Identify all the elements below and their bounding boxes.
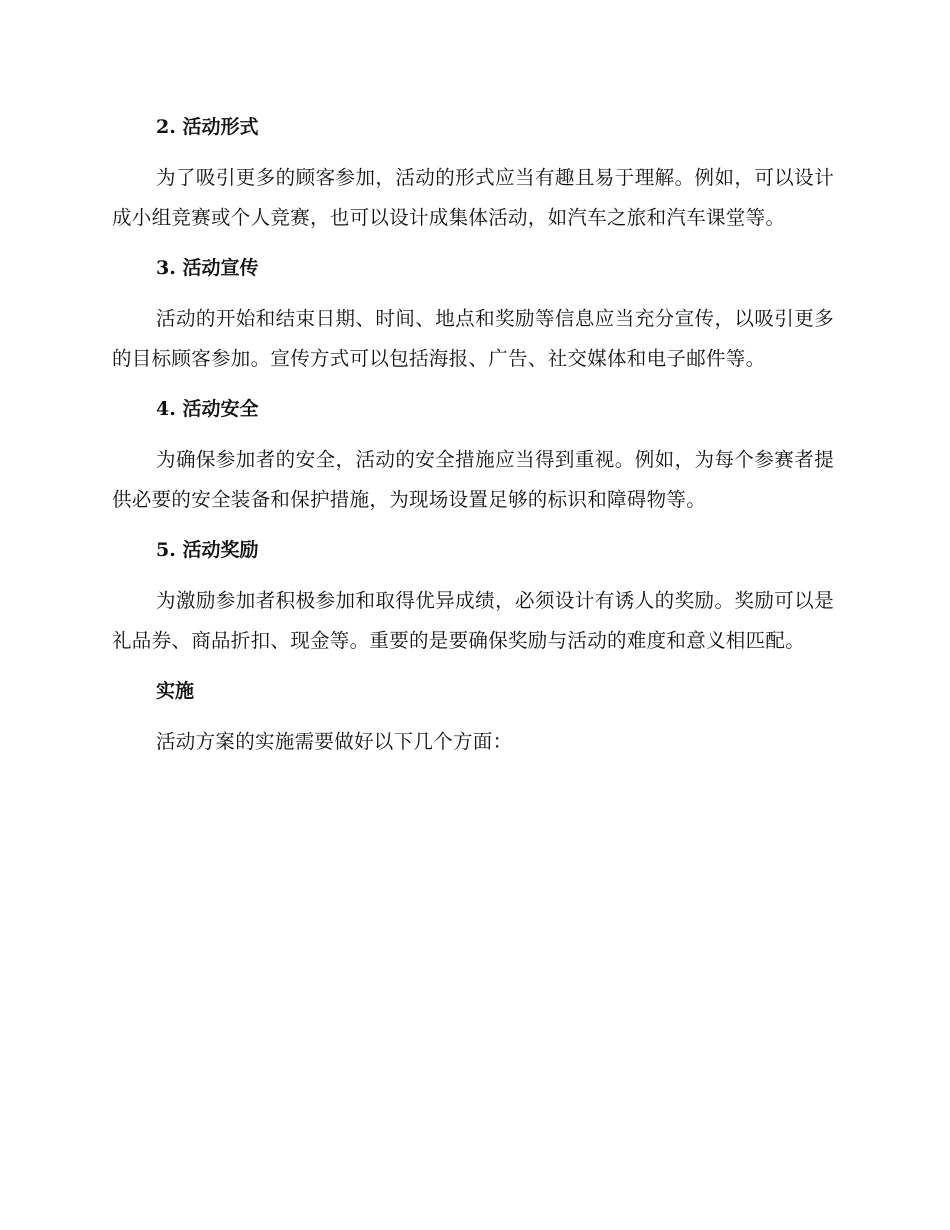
document-body xyxy=(112,108,834,774)
section-paragraph-activity-safety: 为确保参加者的安全，活动的安全措施应当得到重视。例如，为每个参赛者提供必要的安全装备和保护措施，为现场设置足够的标识和障碍物等。 xyxy=(112,448,834,511)
section-paragraph-activity-rewards: 为激励参加者积极参加和取得优异成绩，必须设计有诱人的奖励。奖励可以是礼品券、商品折扣、现金等。重要的是要确保奖励与活动的难度和意义相匹配。 xyxy=(112,589,834,652)
section-paragraph-activity-promotion: 活动的开始和结束日期、时间、地点和奖励等信息应当充分宣传，以吸引更多的目标顾客参加。宣传方式可以包括海报、广告、社交媒体和电子邮件等。 xyxy=(112,307,834,370)
section-heading-activity-format: 2. 活动形式 xyxy=(156,116,259,138)
section-heading-activity-rewards: 5. 活动奖励 xyxy=(156,539,259,561)
section-heading-activity-safety: 4. 活动安全 xyxy=(156,398,259,420)
section-paragraph-activity-format: 为了吸引更多的顾客参加，活动的形式应当有趣且易于理解。例如，可以设计成小组竞赛或个人竞赛，也可以设计成集体活动，如汽车之旅和汽车课堂等。 xyxy=(112,166,834,229)
section-paragraph-implementation: 活动方案的实施需要做好以下几个方面： xyxy=(156,730,513,753)
section-heading-activity-promotion: 3. 活动宣传 xyxy=(156,257,259,279)
section-heading-implementation: 实施 xyxy=(156,680,195,702)
